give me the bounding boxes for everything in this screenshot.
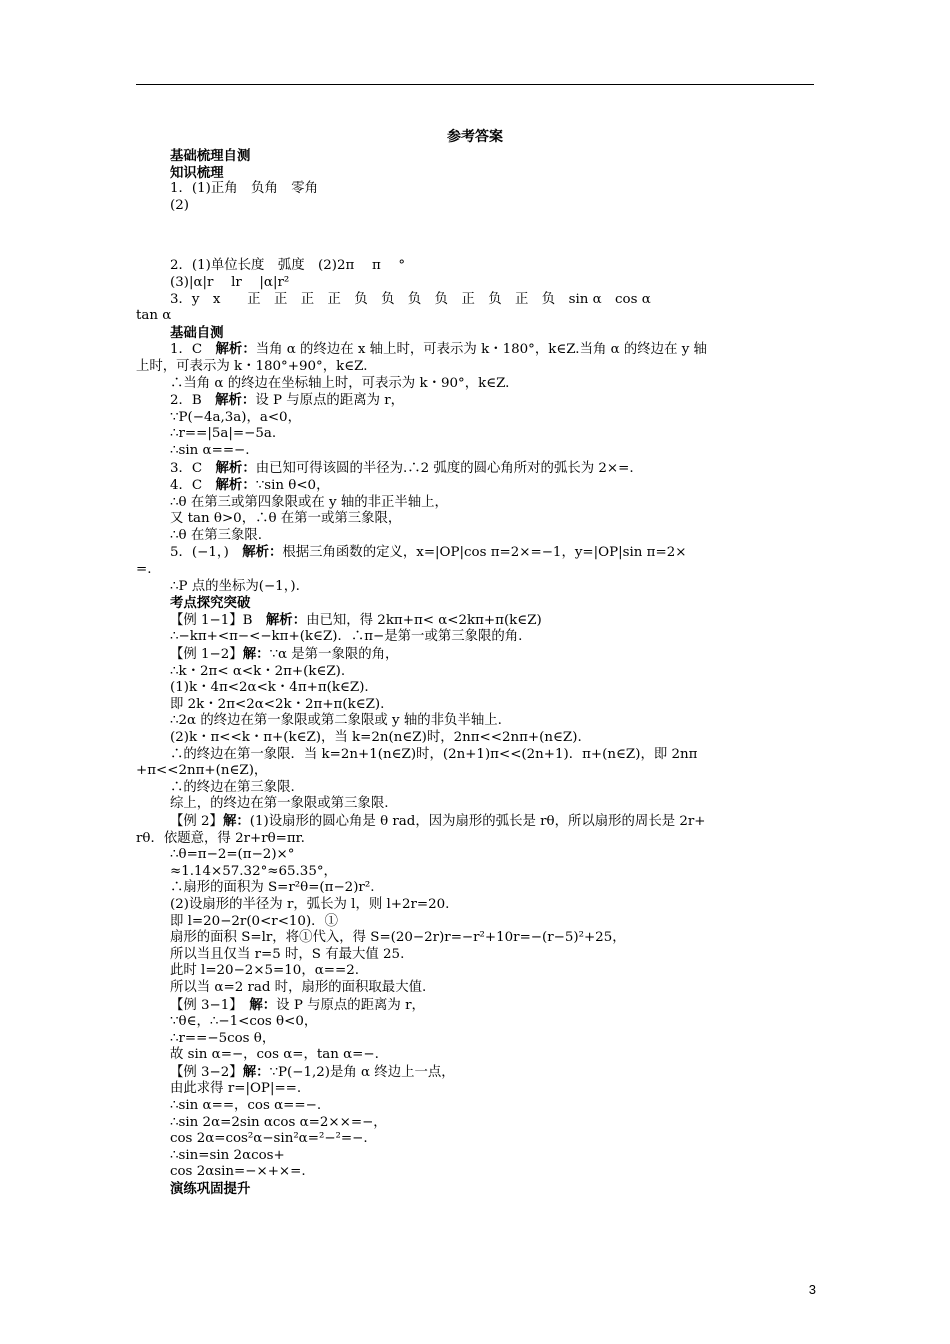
text-line: [136, 1115, 816, 1132]
section-heading: [136, 165, 816, 182]
text-span: ∴的终边在第一象限．当 k=2n+1(n∈Z)时，(2n+1)π<<(2n+1)．π+(n∈Z)，即 2nπ: [170, 746, 698, 762]
text-line: [136, 443, 816, 460]
text-span: ∴当角 α 的终边在坐标轴上时，可表示为 k・90°，k∈Z.: [170, 375, 510, 391]
text-line: [136, 258, 816, 275]
text-span: 设 P 与原点的距离为 r，: [255, 393, 405, 409]
text-line: [136, 747, 816, 764]
section-heading: [136, 325, 816, 342]
text-line: [136, 914, 816, 931]
text-span: cos 2α=cos²α−sin²α=²−²=−.: [170, 1131, 368, 1147]
page-number: 3: [808, 1282, 816, 1297]
text-line: [136, 292, 816, 309]
text-span: ∵P(−4a,3a)，a<0，: [170, 409, 301, 425]
text-span: ∴k・2π< α<k・2π+(k∈Z).: [170, 663, 346, 679]
text-line: [136, 359, 816, 376]
text-span: 当角 α 的终边在 x 轴上时，可表示为 k・180°，k∈Z.当角 α 的终边在 y 轴: [255, 342, 707, 358]
blank-space: [136, 214, 816, 258]
text-span: ∴θ=π−2=(π−2)×°: [170, 847, 295, 863]
section-heading: [136, 1181, 816, 1198]
text-span: ∴的终边在第三象限.: [170, 779, 295, 795]
text-span: 由已知，得 2kπ+π< α<2kπ+π(k∈Z): [306, 612, 542, 628]
text-line: [136, 1131, 816, 1148]
label-bold: 解：: [222, 812, 250, 829]
text-span: 【例 2】: [170, 813, 223, 829]
text-span: 5．(−1，): [170, 545, 243, 561]
text-span: 上时，可表示为 k・180°+90°，k∈Z.: [136, 358, 368, 374]
text-line: [136, 528, 816, 545]
text-span: 考点探究突破: [170, 595, 251, 612]
text-line: [136, 1148, 816, 1165]
text-span: ≈1.14×57.32°≈65.35°，: [170, 863, 337, 879]
text-span: ∵sin θ<0，: [255, 478, 330, 494]
text-line: [136, 410, 816, 427]
text-span: ∴sin 2α=2sin αcos α=2××=−，: [170, 1114, 387, 1130]
text-span: 2．(1)单位长度 弧度 (2)2π π °: [170, 258, 406, 274]
text-line: [136, 1164, 816, 1181]
text-line: [136, 308, 816, 325]
text-span: 综上，的终边在第一象限或第三象限.: [170, 796, 389, 812]
text-line: [136, 864, 816, 881]
text-line: [136, 460, 816, 478]
text-span: 设 P 与原点的距离为 r，: [276, 997, 425, 1013]
text-line: [136, 426, 816, 443]
text-span: 所以当 α=2 rad 时，扇形的面积取最大值.: [170, 979, 427, 995]
text-span: 1．C: [170, 342, 216, 358]
text-line: [136, 730, 816, 747]
text-line: [136, 376, 816, 393]
text-span: ∴sin=sin 2αcos+: [170, 1147, 285, 1163]
text-line: [136, 897, 816, 914]
text-span: 由此求得 r=|OP|==.: [170, 1081, 302, 1097]
text-span: 根据三角函数的定义，x=|OP|cos π=2×=−1，y=|OP|sin π=2×: [282, 545, 687, 561]
text-line: [136, 780, 816, 797]
text-span: ∵α 是第一象限的角，: [269, 647, 399, 663]
text-line: [136, 1047, 816, 1064]
label-bold: 解：: [242, 1063, 270, 1080]
text-span: 演练巩固提升: [170, 1181, 251, 1198]
section-heading: [136, 148, 816, 165]
text-line: [136, 181, 816, 198]
text-line: [136, 680, 816, 697]
text-line: [136, 664, 816, 681]
text-span: 1．(1)正角 负角 零角: [170, 181, 319, 197]
text-span: +π<<2nπ+(n∈Z)，: [136, 763, 268, 779]
text-line: [136, 831, 816, 848]
text-span: ∴sin α==，cos α==−.: [170, 1098, 322, 1114]
text-span: 所以当且仅当 r=5 时，S 有最大值 25.: [170, 946, 405, 962]
text-line: [136, 763, 816, 780]
text-span: ∴r==|5a|=−5a.: [170, 426, 277, 442]
text-span: 即 2k・2π<2α<2k・2π+π(k∈Z).: [170, 696, 385, 712]
text-line: [136, 997, 816, 1015]
text-span: ∵θ∈，∴−1<cos θ<0，: [170, 1014, 318, 1030]
text-line: [136, 341, 816, 359]
text-span: 【例 3−1】: [170, 997, 250, 1013]
text-line: [136, 477, 816, 495]
text-span: 【例 1−1】B: [170, 612, 266, 628]
label-bold: 解析：: [215, 341, 256, 358]
text-span: ∴P 点的坐标为(−1，).: [170, 578, 300, 594]
text-span: cos 2αsin=−×+×=.: [170, 1164, 306, 1180]
text-span: 2．B: [170, 393, 216, 409]
text-line: [136, 646, 816, 664]
text-span: tan α: [136, 308, 172, 324]
text-span: 故 sin α=−，cos α=，tan α=−.: [170, 1047, 379, 1063]
label-bold: 解：: [249, 996, 277, 1013]
text-span: (3)|α|r lr |α|r²: [170, 274, 290, 290]
text-span: 3．C: [170, 460, 216, 476]
page-title: 参考答案: [447, 129, 503, 145]
text-span: 即 l=20−2r(0<r<10)．①: [170, 913, 338, 929]
text-line: [136, 511, 816, 528]
text-span: ∴−kπ+<π−<−kπ+(k∈Z)．∴π−是第一或第三象限的角.: [170, 629, 523, 645]
section-heading: [136, 595, 816, 612]
text-line: [136, 947, 816, 964]
label-bold: 解析：: [215, 459, 256, 476]
text-span: rθ．依题意，得 2r+rθ=πr.: [136, 830, 305, 846]
text-line: [136, 813, 816, 831]
text-span: (2)k・π<<k・π+(k∈Z)，当 k=2n(n∈Z)时，2nπ<<2nπ+(n∈Z).: [170, 730, 582, 745]
text-line: [136, 562, 816, 579]
text-span: 基础自测: [170, 324, 224, 341]
text-span: ∵P(−1,2)是角 α 终边上一点，: [269, 1064, 455, 1080]
text-line: [136, 579, 816, 596]
text-line: [136, 495, 816, 512]
text-span: (2): [170, 197, 189, 213]
text-span: ∴r==−5cos θ，: [170, 1030, 276, 1046]
text-line: [136, 275, 816, 292]
text-span: ∴2α 的终边在第一象限或第二象限或 y 轴的非负半轴上.: [170, 713, 502, 729]
text-span: 又 tan θ>0，∴θ 在第一或第三象限，: [170, 511, 402, 527]
text-span: 4．C: [170, 478, 216, 494]
answer-body: [136, 148, 816, 1198]
text-line: [136, 1014, 816, 1031]
text-line: [136, 198, 816, 215]
text-span: =.: [136, 562, 152, 578]
text-span: 【例 3−2】: [170, 1064, 243, 1080]
label-bold: 解：: [242, 646, 270, 663]
text-span: ∴扇形的面积为 S=r²θ=(π−2)r².: [170, 880, 375, 896]
text-line: [136, 930, 816, 947]
text-line: [136, 963, 816, 980]
text-span: (1)设扇形的圆心角是 θ rad，因为扇形的弧长是 rθ，所以扇形的周长是 2r+: [249, 813, 706, 829]
text-span: 此时 l=20−2×5=10，α==2.: [170, 963, 359, 979]
text-line: [136, 1098, 816, 1115]
header-rule: [136, 84, 814, 85]
label-bold: 解析：: [215, 392, 256, 409]
text-line: [136, 392, 816, 410]
text-span: (1)k・4π<2α<k・4π+π(k∈Z).: [170, 680, 369, 696]
text-line: [136, 1064, 816, 1082]
text-line: [136, 796, 816, 813]
text-line: [136, 544, 816, 562]
text-line: [136, 847, 816, 864]
text-line: [136, 612, 816, 630]
text-line: [136, 980, 816, 997]
text-span: 由已知可得该圆的半径为.∴2 弧度的圆心角所对的弧长为 2×=.: [255, 460, 634, 476]
text-span: ∴sin α==−.: [170, 442, 250, 458]
text-line: [136, 713, 816, 730]
text-line: [136, 629, 816, 646]
text-line: [136, 697, 816, 714]
label-bold: 解析：: [242, 544, 283, 561]
text-line: [136, 1031, 816, 1048]
text-line: [136, 1081, 816, 1098]
text-span: 【例 1−2】: [170, 647, 243, 663]
text-span: 扇形的面积 S=lr，将①代入，得 S=(20−2r)r=−r²+10r=−(r−5)²+25，: [170, 930, 626, 946]
label-bold: 解析：: [265, 611, 307, 628]
text-span: 知识梳理: [170, 164, 224, 181]
label-bold: 解析：: [215, 477, 256, 494]
text-span: ∴θ 在第三或第四象限或在 y 轴的非正半轴上，: [170, 494, 448, 510]
text-span: 基础梳理自测: [170, 148, 251, 164]
text-line: [136, 880, 816, 897]
text-span: ∴θ 在第三象限.: [170, 527, 263, 543]
text-span: 3．y x 正 正 正 正 负 负 负 负 正 负 正 负 sin α cos α: [170, 291, 651, 307]
text-span: (2)设扇形的半径为 r，弧长为 l，则 l+2r=20.: [170, 896, 450, 912]
